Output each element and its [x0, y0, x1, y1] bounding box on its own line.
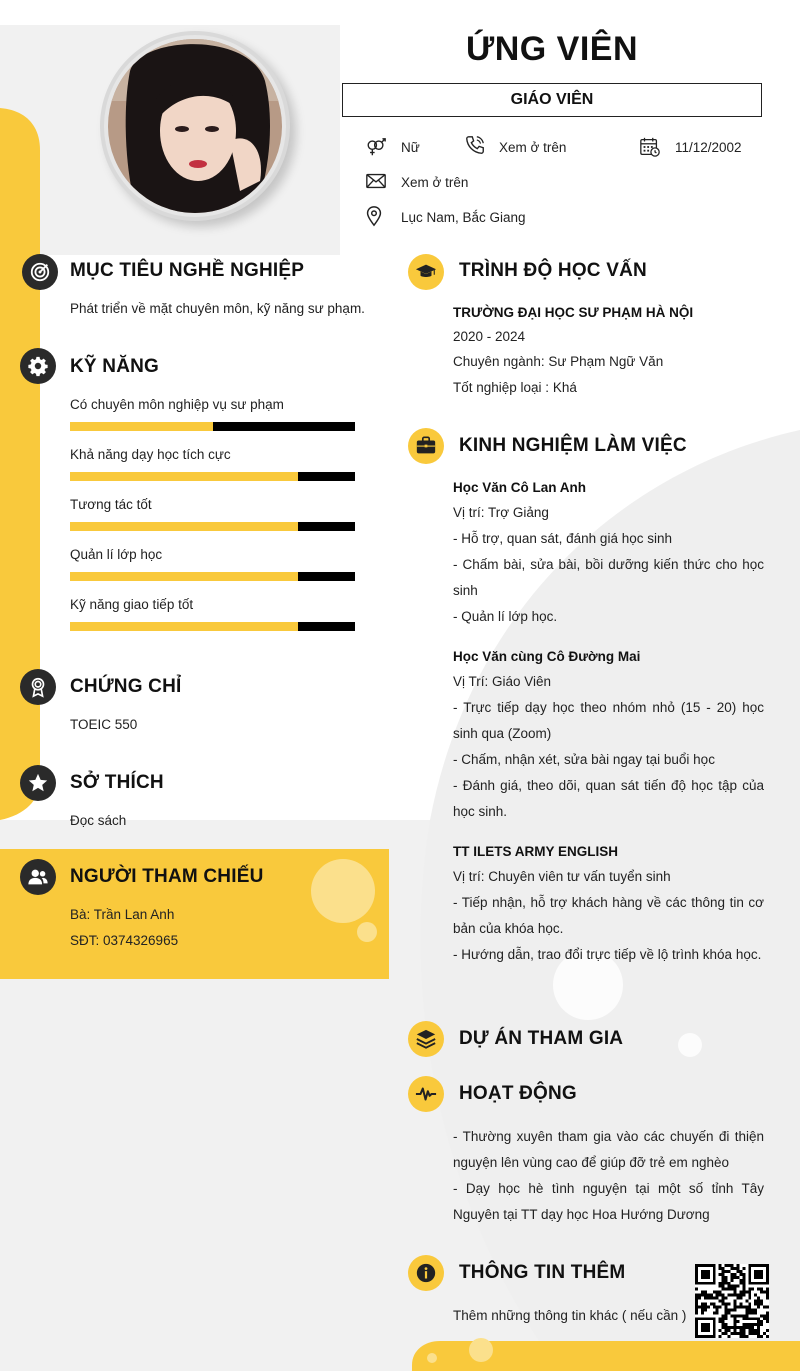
gear-icon: [27, 355, 49, 377]
job-role: Vị trí: Chuyên viên tư vấn tuyển sinh: [453, 869, 671, 884]
award-icon: [27, 676, 49, 698]
activities-section-icon: [408, 1076, 444, 1112]
skill-bar-fill: [70, 622, 298, 631]
skill-bar-fill: [70, 572, 298, 581]
layers-icon: [415, 1028, 437, 1050]
briefcase-icon: [415, 435, 437, 457]
job-duty: - Tiếp nhận, hỗ trợ khách hàng về các thông tin cơ bản của khóa học.: [453, 895, 764, 936]
skill-bar: [70, 572, 355, 581]
certificate-section-icon: [20, 669, 56, 705]
job-role: Vị Trí: Giáo Viên: [453, 674, 552, 689]
reference-name: Bà: Trần Lan Anh: [70, 907, 175, 922]
skill-label: Quản lí lớp học: [70, 547, 163, 562]
projects-section-icon: [408, 1021, 444, 1057]
candidate-name: ỨNG VIÊN: [465, 30, 638, 68]
hobbies-title: SỞ THÍCH: [70, 772, 164, 793]
reference-phone: SĐT: 0374326965: [70, 933, 179, 948]
certificates-text: TOEIC 550: [70, 717, 138, 732]
info-icon: [415, 1262, 437, 1284]
certificates-title: CHỨNG CHỈ: [70, 676, 182, 697]
skill-bar: [70, 622, 355, 631]
job-company: Học Văn cùng Cô Đường Mai: [453, 649, 641, 664]
qr-code-icon: [695, 1264, 769, 1338]
hobby-section-icon: [20, 765, 56, 801]
info-section-icon: [408, 1255, 444, 1291]
graduation-cap-icon: [415, 261, 437, 283]
hobbies-text: Đọc sách: [70, 813, 127, 828]
pulse-icon: [415, 1083, 437, 1105]
map-pin-icon: [363, 205, 385, 227]
avatar-photo: [100, 31, 290, 221]
job-duty: - Chấm, nhận xét, sửa bài ngay tại buổi học: [453, 752, 715, 767]
more-info-text: Thêm những thông tin khác ( nếu cần ): [453, 1308, 687, 1323]
position-title: GIÁO VIÊN: [342, 83, 762, 117]
reference-section-icon: [20, 859, 56, 895]
gender-icon: [365, 136, 387, 158]
job-company: TT ILETS ARMY ENGLISH: [453, 844, 619, 859]
skills-title: KỸ NĂNG: [70, 356, 160, 377]
career-goal-text: Phát triển về mặt chuyên môn, kỹ năng sư phạm.: [70, 301, 365, 316]
gender-value: Nữ: [401, 140, 420, 155]
email-value: Xem ở trên: [401, 175, 469, 190]
education-years: 2020 - 2024: [453, 329, 526, 344]
job-duty: - Chấm bài, sửa bài, bồi dưỡng kiến thức cho học sinh: [453, 557, 764, 598]
skill-bar-fill: [70, 472, 298, 481]
references-title: NGƯỜI THAM CHIẾU: [70, 866, 264, 887]
phone-value: Xem ở trên: [499, 140, 567, 155]
skill-bar: [70, 522, 355, 531]
projects-title: DỰ ÁN THAM GIA: [459, 1028, 624, 1049]
users-icon: [27, 866, 49, 888]
avatar: [100, 31, 290, 221]
target-icon: [29, 261, 51, 283]
activity-item: - Dạy học hè tình nguyện tại một số tỉnh Tây Nguyên tại TT dạy học Hoa Hướng Dương: [453, 1181, 764, 1222]
skill-label: Tương tác tốt: [70, 497, 152, 512]
career-goal-title: MỤC TIÊU NGHỀ NGHIỆP: [70, 260, 305, 281]
job-duty: - Quản lí lớp học.: [453, 609, 558, 624]
qr-code: [695, 1264, 769, 1338]
skill-bar-fill: [70, 522, 298, 531]
job-duty: - Hỗ trợ, quan sát, đánh giá học sinh: [453, 531, 672, 546]
birthdate-value: 11/12/2002: [675, 140, 742, 155]
star-icon: [27, 772, 49, 794]
target-section-icon: [22, 254, 58, 290]
skill-bar: [70, 422, 355, 431]
education-section-icon: [408, 254, 444, 290]
envelope-icon: [365, 170, 387, 192]
job-duty: - Đánh giá, theo dõi, quan sát tiến độ học tập của học sinh.: [453, 778, 764, 819]
skill-label: Khả năng dạy học tích cực: [70, 447, 231, 462]
skill-label: Có chuyên môn nghiệp vụ sư phạm: [70, 397, 284, 412]
job-duty: - Hướng dẫn, trao đổi trực tiếp về lộ trình khóa học.: [453, 947, 762, 962]
skill-bar-fill: [70, 422, 213, 431]
skill-bar: [70, 472, 355, 481]
activity-item: - Thường xuyên tham gia vào các chuyến đi thiện nguyện lên vùng cao để giúp đỡ trẻ em nghèo: [453, 1129, 764, 1170]
education-major: Chuyên ngành: Sư Phạm Ngữ Văn: [453, 354, 664, 369]
education-title: TRÌNH ĐỘ HỌC VẤN: [459, 260, 647, 281]
school-name: TRƯỜNG ĐẠI HỌC SƯ PHẠM HÀ NỘI: [453, 305, 694, 320]
experience-section-icon: [408, 428, 444, 464]
more-info-title: THÔNG TIN THÊM: [459, 1262, 626, 1283]
address-value: Lục Nam, Bắc Giang: [401, 210, 526, 225]
skill-label: Kỹ năng giao tiếp tốt: [70, 597, 194, 612]
job-duty: - Trực tiếp dạy học theo nhóm nhỏ (15 - 20) học sinh qua (Zoom): [453, 700, 764, 741]
experience-title: KINH NGHIỆM LÀM VIỆC: [459, 435, 687, 456]
job-role: Vị trí: Trợ Giảng: [453, 505, 549, 520]
calendar-icon: [639, 136, 661, 158]
education-grade: Tốt nghiệp loại : Khá: [453, 380, 577, 395]
job-company: Học Văn Cô Lan Anh: [453, 480, 587, 495]
phone-icon: [464, 134, 486, 156]
skills-section-icon: [20, 348, 56, 384]
activities-title: HOẠT ĐỘNG: [459, 1083, 577, 1104]
